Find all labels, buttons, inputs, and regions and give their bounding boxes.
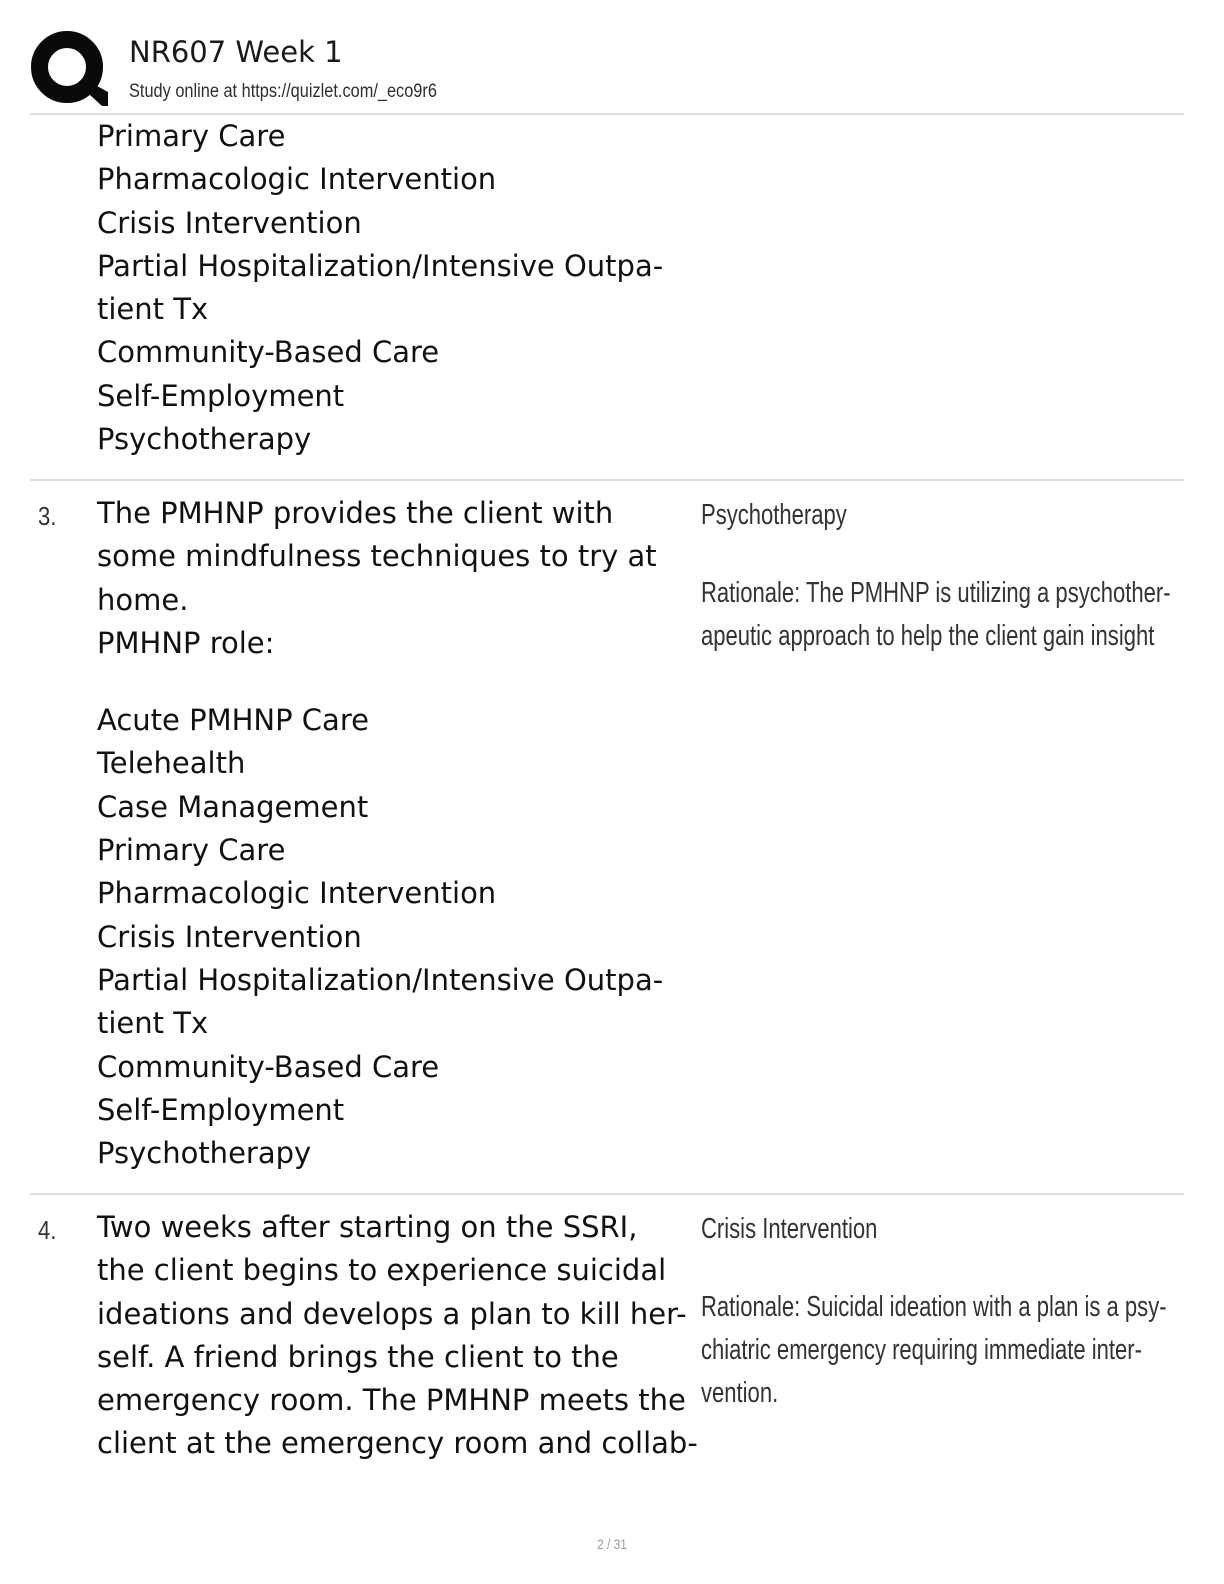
question-line: home.	[97, 582, 189, 617]
card-4-question	[97, 1206, 697, 1466]
answer-text: Psychotherapy	[701, 499, 847, 531]
option-line: Telehealth	[97, 746, 246, 781]
page-indicator: 2 / 31	[597, 1536, 627, 1552]
card-number: 4.	[38, 1215, 57, 1245]
study-online-link[interactable]: Study online at https://quizlet.com/_eco9r6	[129, 81, 437, 102]
option-line: Crisis Intervention	[97, 205, 362, 240]
rationale-line: apeutic approach to help the client gain insight	[701, 620, 1155, 652]
option-line: Psychotherapy	[97, 1136, 312, 1171]
quizlet-logo-icon	[30, 30, 108, 108]
question-line: the client begins to experience suicidal	[97, 1253, 667, 1288]
option-line: tient Tx	[97, 1006, 209, 1041]
question-line: PMHNP role:	[97, 625, 275, 660]
card-2-question-continuation	[97, 115, 697, 461]
option-line: Pharmacologic Intervention	[97, 876, 497, 911]
option-line: Crisis Intervention	[97, 919, 362, 954]
rationale-line: Rationale: The PMHNP is utilizing a psychother-	[701, 577, 1171, 609]
option-line: Primary Care	[97, 119, 286, 153]
question-line: Two weeks after starting on the SSRI,	[97, 1210, 638, 1244]
card-3-answer	[701, 494, 1171, 658]
card-divider	[30, 1193, 1184, 1195]
card-3-question	[97, 492, 697, 1175]
option-line: Psychotherapy	[97, 422, 312, 457]
rationale-line: vention.	[701, 1377, 779, 1409]
option-line: Community-Based Care	[97, 335, 440, 370]
option-line: Partial Hospitalization/Intensive Outpa-	[97, 962, 664, 997]
option-line: Partial Hospitalization/Intensive Outpa-	[97, 248, 664, 283]
card-4-answer	[701, 1208, 1167, 1415]
option-line: Case Management	[97, 789, 369, 824]
option-line: Acute PMHNP Care	[97, 703, 369, 738]
option-line: Primary Care	[97, 833, 286, 868]
card-divider	[30, 479, 1184, 481]
option-line: tient Tx	[97, 292, 209, 327]
document-title: NR607 Week 1	[129, 35, 343, 69]
question-line: emergency room. The PMHNP meets the	[97, 1383, 686, 1418]
answer-text: Crisis Intervention	[701, 1213, 878, 1245]
question-line: client at the emergency room and collab-	[97, 1426, 698, 1461]
rationale-line: chiatric emergency requiring immediate inter-	[701, 1334, 1142, 1366]
option-line: Self-Employment	[97, 1092, 345, 1127]
question-line: self. A friend brings the client to the	[97, 1339, 619, 1374]
question-line: ideations and develops a plan to kill her-	[97, 1296, 687, 1331]
question-line: some mindfulness techniques to try at	[97, 539, 657, 574]
option-line: Self-Employment	[97, 378, 345, 413]
card-number: 3.	[38, 501, 57, 531]
option-line: Community-Based Care	[97, 1049, 440, 1084]
question-line: The PMHNP provides the client with	[97, 496, 614, 530]
option-line: Pharmacologic Intervention	[97, 162, 497, 197]
rationale-line: Rationale: Suicidal ideation with a plan is a psy-	[701, 1291, 1167, 1323]
